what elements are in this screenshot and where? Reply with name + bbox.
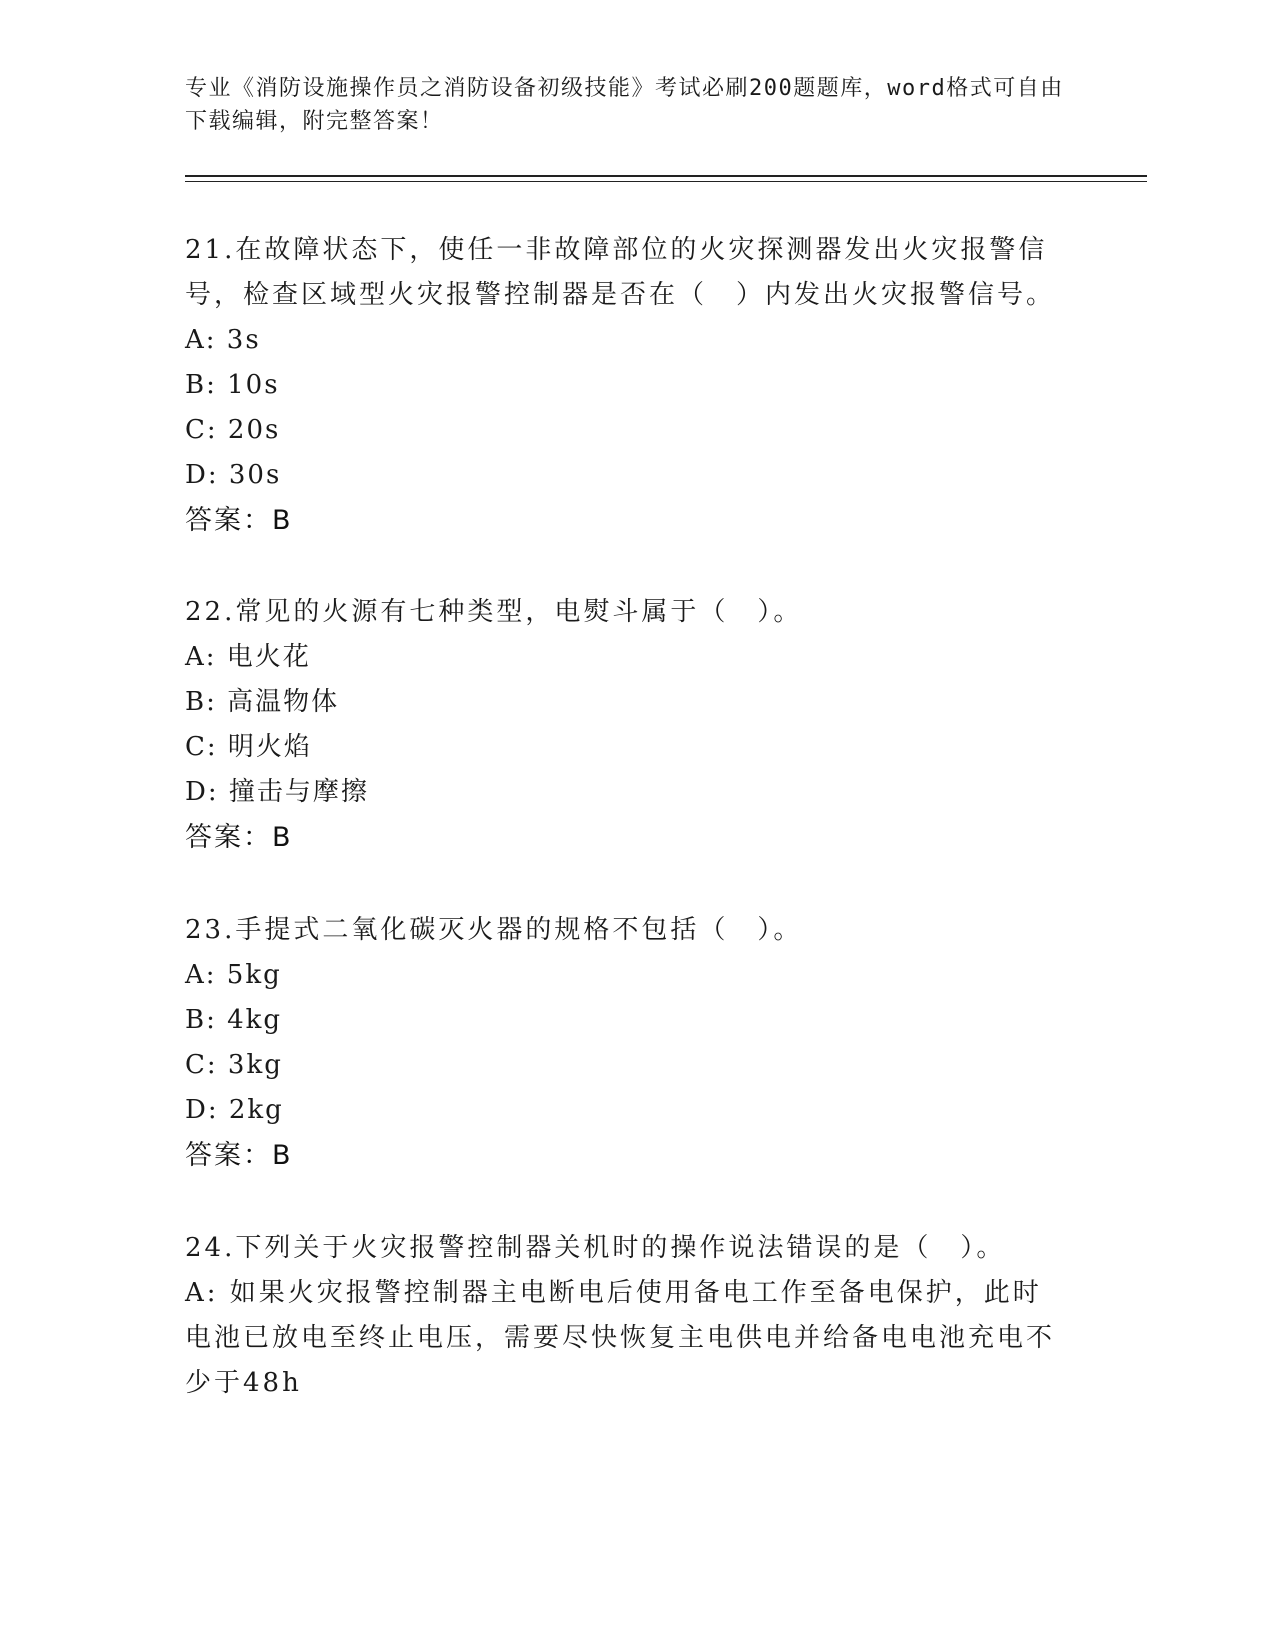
question-24 <box>185 1226 1065 1406</box>
question-stem: 22.常见的火源有七种类型，电熨斗属于（ ）。 <box>185 597 803 627</box>
option-d: D: 30s <box>185 460 282 490</box>
header-divider <box>185 175 1147 177</box>
question-stem: 24.下列关于火灾报警控制器关机时的操作说法错误的是（ ）。 <box>185 1233 1006 1263</box>
option-b: B: 高温物体 <box>185 687 340 717</box>
option-b: B: 4kg <box>185 1005 283 1035</box>
option-c: C: 20s <box>185 415 281 445</box>
answer-label: 答案：B <box>185 505 293 536</box>
question-stem: 23.手提式二氧化碳灭火器的规格不包括（ ）。 <box>185 915 803 945</box>
option-c: C: 3kg <box>185 1050 283 1080</box>
option-b: B: 10s <box>185 370 280 400</box>
option-d: D: 撞击与摩擦 <box>185 777 369 807</box>
answer-label: 答案：B <box>185 822 293 853</box>
option-d: D: 2kg <box>185 1095 284 1125</box>
option-c: C: 明火焰 <box>185 732 312 762</box>
option-a: A: 3s <box>185 325 261 355</box>
question-stem: 21.在故障状态下，使任一非故障部位的火灾探测器发出火灾报警信号，检查区域型火灾报警控制器是否在（ ）内发出火灾报警信号。 <box>185 235 1056 310</box>
answer-label: 答案：B <box>185 1140 293 1171</box>
question-22 <box>185 590 1065 860</box>
document-header: 专业《消防设施操作员之消防设备初级技能》考试必刷200题题库，word格式可自由下载编辑，附完整答案！ <box>185 76 1064 134</box>
option-a: A: 如果火灾报警控制器主电断电后使用备电工作至备电保护，此时电池已放电至终止电压，需要尽快恢复主电供电并给备电电池充电不少于48h <box>185 1278 1056 1398</box>
header-divider-thin <box>185 181 1147 182</box>
option-a: A: 电火花 <box>185 642 311 672</box>
question-21 <box>185 228 1065 543</box>
question-23 <box>185 908 1065 1178</box>
option-a: A: 5kg <box>185 960 282 990</box>
